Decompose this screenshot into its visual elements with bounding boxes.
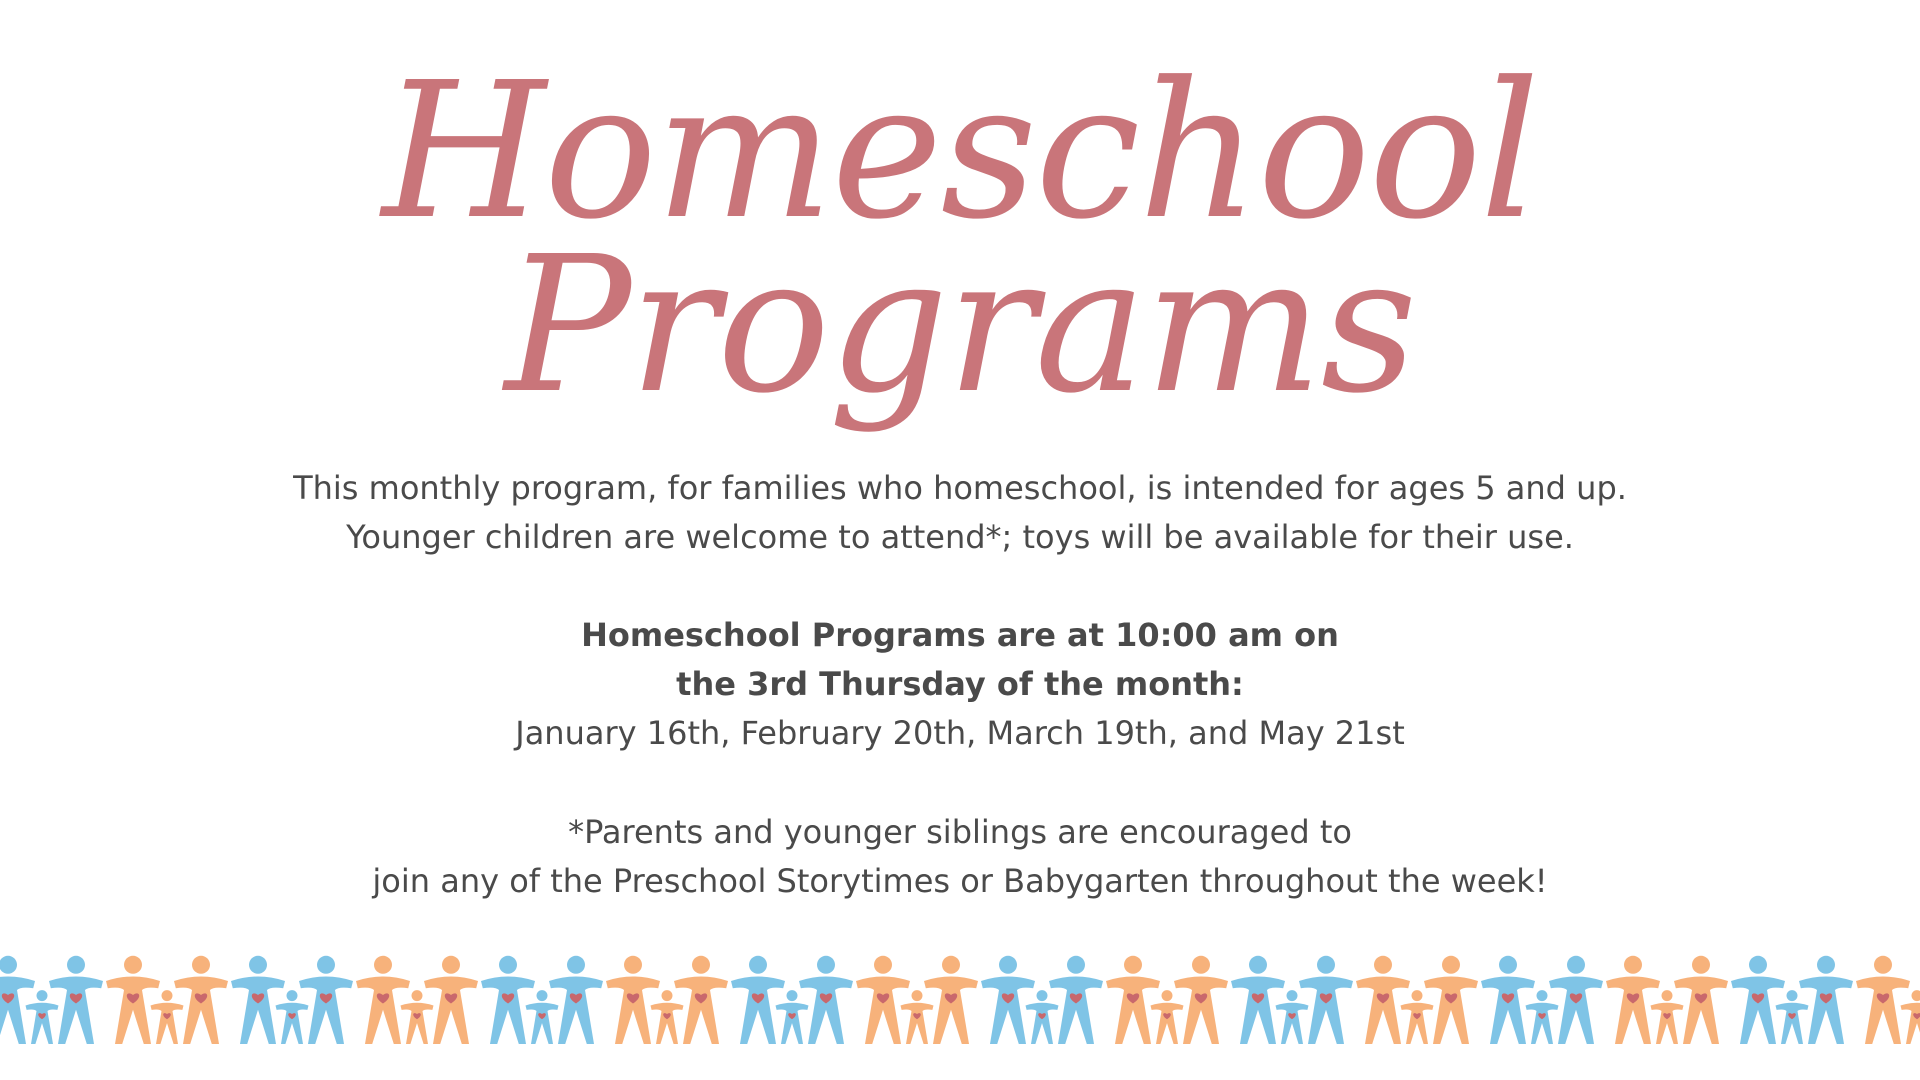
schedule-heading-line-1: Homeschool Programs are at 10:00 am on xyxy=(581,616,1339,654)
note-line-2: join any of the Preschool Storytimes or Babygarten throughout the week! xyxy=(372,862,1548,900)
family-people-icon xyxy=(1106,956,1228,1044)
note-paragraph xyxy=(0,808,1920,906)
family-people-icon xyxy=(106,956,228,1044)
family-people-icon xyxy=(0,956,103,1044)
schedule-paragraph xyxy=(0,611,1920,758)
intro-line-1: This monthly program, for families who homeschool, is intended for ages 5 and up. xyxy=(293,469,1627,507)
family-people-icon xyxy=(1606,956,1728,1044)
family-people-icon xyxy=(1356,956,1478,1044)
intro-paragraph xyxy=(0,464,1920,562)
family-people-icon xyxy=(606,956,728,1044)
family-people-icon xyxy=(1856,956,1920,1044)
schedule-dates: January 16th, February 20th, March 19th, and May 21st xyxy=(515,714,1405,752)
schedule-heading-line-2: the 3rd Thursday of the month: xyxy=(676,665,1244,703)
family-people-icon xyxy=(481,956,603,1044)
family-people-border xyxy=(0,932,1920,1044)
family-people-icon xyxy=(231,956,353,1044)
intro-line-2: Younger children are welcome to attend*; toys will be available for their use. xyxy=(346,518,1574,556)
family-people-icon xyxy=(981,956,1103,1044)
family-people-icon xyxy=(1231,956,1353,1044)
title-line-2: Programs xyxy=(504,216,1416,435)
family-people-icon xyxy=(1731,956,1853,1044)
title-line-1: Homeschool xyxy=(381,42,1538,261)
family-people-icon xyxy=(731,956,853,1044)
family-people-icon xyxy=(1481,956,1603,1044)
family-people-icon xyxy=(856,956,978,1044)
family-people-icon xyxy=(356,956,478,1044)
note-line-1: *Parents and younger siblings are encouraged to xyxy=(568,813,1352,851)
